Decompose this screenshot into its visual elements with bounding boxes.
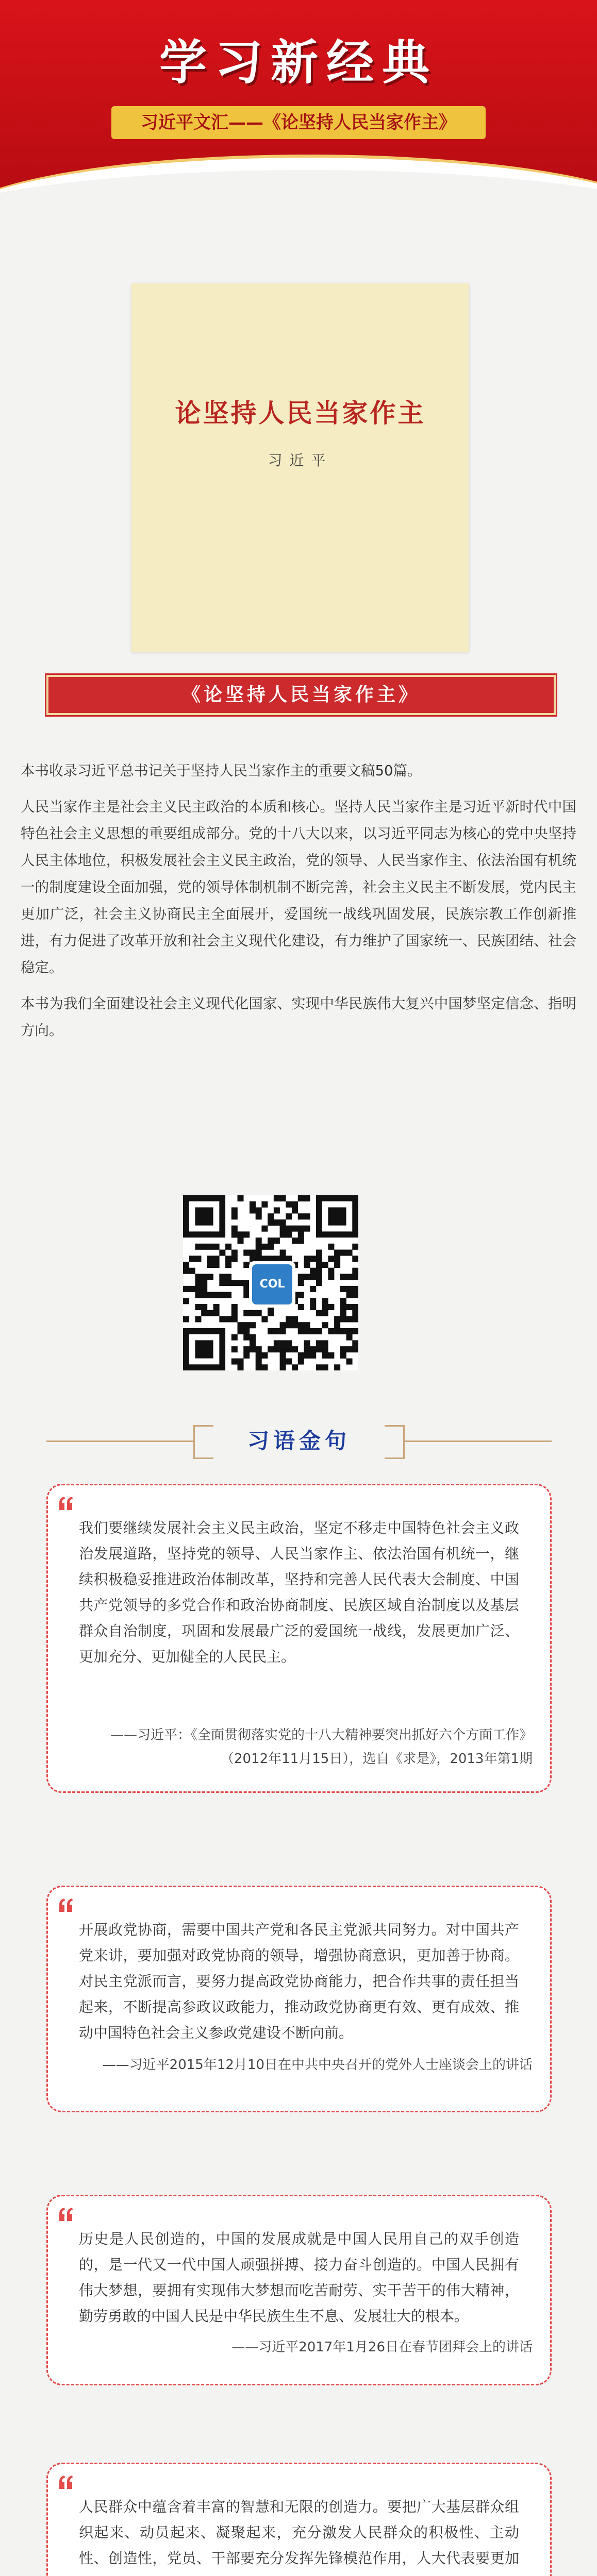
quote-text: 人民群众中蕴含着丰富的智慧和无限的创造力。要把广大基层群众组织起来、动员起来、凝聚起来，充分激发人民群众的积极性、主动性、创造性，党员、干部要充分发挥先锋模范作用，人大代表要更加	[79, 2498, 519, 2567]
quote-text: 开展政党协商，需要中国共产党和各民主党派共同努力。对中国共产党来讲，要加强对政党协商的领导，增强协商意识，更加善于协商。对民主党派而言，要努力提高政党协商能力，把合作共事的责任担当起来，不断提高参政议政能力，推动政党协商更有效、更有成效、推动中国特色社会主义参政党建设不断向前。	[79, 1921, 519, 2041]
intro-paragraph: 本书为我们全面建设社会主义现代化国家、实现中华民族伟大复兴中国梦坚定信念、指明方向。	[21, 995, 576, 1039]
quotes-heading-label: 习语金句	[193, 1421, 405, 1461]
quote-card	[46, 2195, 552, 2385]
quote-mark-icon	[58, 1897, 74, 1913]
quotes-heading	[0, 1412, 597, 1463]
quote-source: ——习近平：《全面贯彻落实党的十八大精神要突出抓好六个方面工作》（2012年11月15日），选自《求是》，2013年第1期	[110, 1727, 533, 1767]
quote-mark-icon	[58, 2475, 74, 2490]
quote-text: 我们要继续发展社会主义民主政治，坚定不移走中国特色社会主义政治发展道路，坚持党的领导、人民当家作主、依法治国有机统一，继续积极稳妥推进政治体制改革，坚持和完善人民代表大会制度、中国共产党领导的多党合作和政治协商制度、民族区域自治制度以及基层群众自治制度，巩固和发展最广泛的爱国统一战线，发展更加广泛、更加充分、更加健全的人民民主。	[79, 1519, 519, 1665]
book-author: 习近平	[268, 452, 333, 469]
page-subtitle: 习近平文汇——《论坚持人民当家作主》	[111, 106, 486, 139]
heading-divider-right	[405, 1440, 552, 1442]
heading-divider-left	[46, 1440, 193, 1442]
header-banner	[0, 0, 597, 206]
book-cover	[131, 283, 469, 652]
quote-source: ——习近平2017年1月26日在春节团拜会上的讲话	[231, 2340, 533, 2355]
intro-text	[21, 757, 576, 1053]
qr-logo-icon: COL	[252, 1264, 292, 1304]
quote-card	[46, 2463, 552, 2576]
qr-code[interactable]	[183, 1195, 358, 1370]
quote-card	[46, 1484, 552, 1793]
book-title: 论坚持人民当家作主	[175, 398, 426, 428]
quote-mark-icon	[58, 1496, 74, 1511]
intro-paragraph: 本书收录习近平总书记关于坚持人民当家作主的重要文稿50篇。	[21, 762, 422, 779]
quote-card	[46, 1886, 552, 2112]
quote-text: 历史是人民创造的，中国的发展成就是中国人民用自己的双手创造的，是一代又一代中国人顽强拼搏、接力奋斗创造的。中国人民拥有伟大梦想，要拥有实现伟大梦想而吃苦耐劳、实干苦干的伟大精神，勤劳勇敢的中国人民是中华民族生生不息、发展壮大的根本。	[79, 2230, 519, 2325]
quote-source: ——习近平2015年12月10日在中共中央召开的党外人士座谈会上的讲话	[102, 2057, 533, 2073]
qr-logo-badge	[249, 1261, 295, 1308]
intro-paragraph: 人民当家作主是社会主义民主政治的本质和核心。坚持人民当家作主是习近平新时代中国特色社会主义思想的重要组成部分。党的十八大以来，以习近平同志为核心的党中央坚持人民主体地位，积极发展社会主义民主政治，党的领导、人民当家作主、依法治国有机统一的制度建设全面加强，党的领导体制机制不断完善，社会主义民主不断发展，党内民主更加广泛，社会主义协商民主全面展开，爱国统一战线巩固发展，民族宗教工作创新推进，有力促进了改革开放和社会主义现代化建设，有力维护了国家统一、民族团结、社会稳定。	[21, 799, 576, 976]
page-title: 学习新经典	[159, 35, 438, 90]
section-title-bar: 《论坚持人民当家作主》	[46, 675, 556, 715]
quote-mark-icon	[58, 2207, 74, 2222]
